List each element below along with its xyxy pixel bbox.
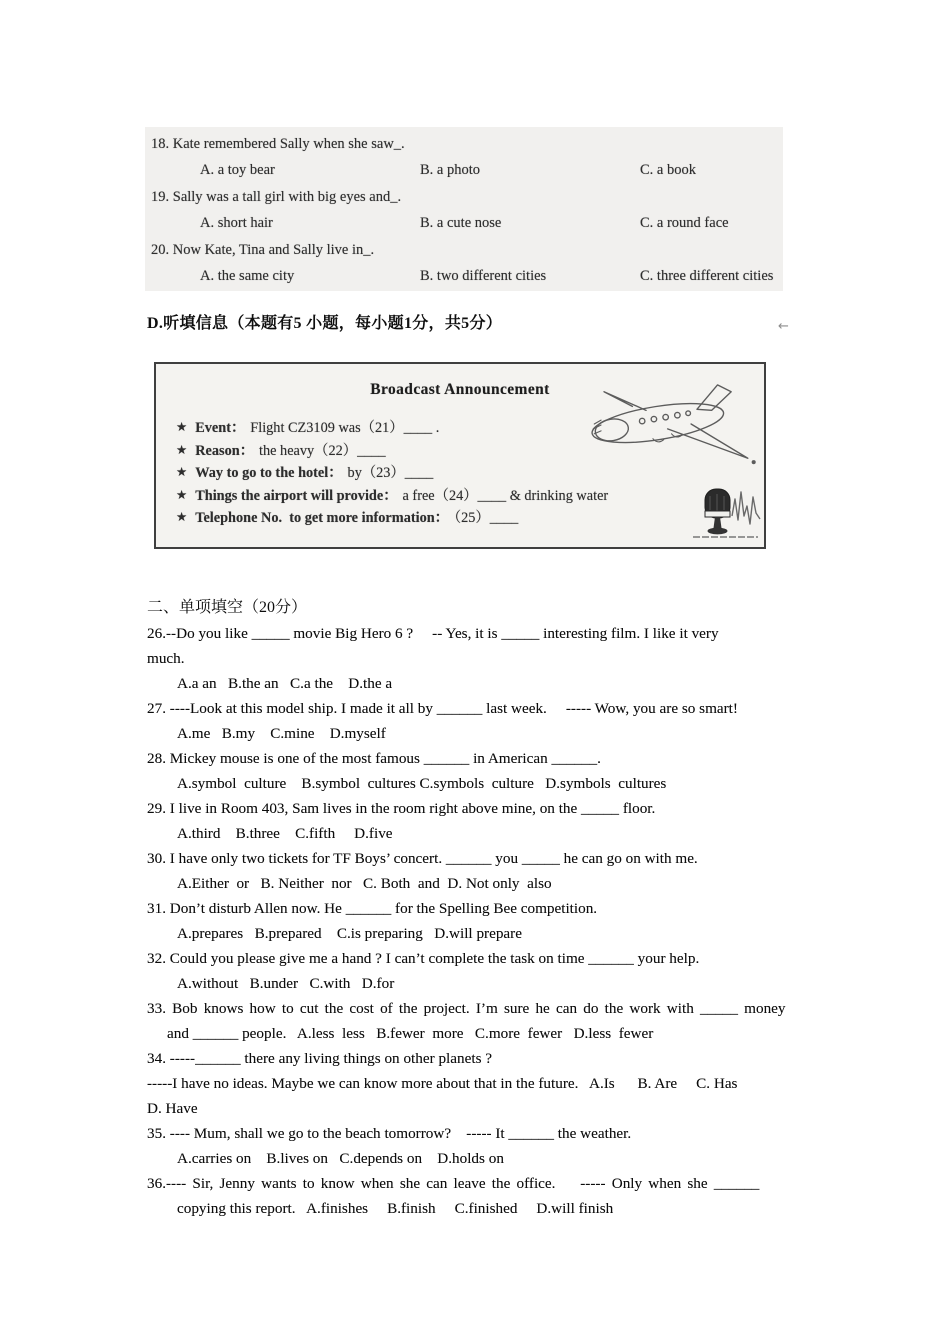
cursor-arrow-icon: ← — [778, 319, 789, 334]
exam-line-q33: and ______ people. A.less less B.fewer more C.more fewer D.less fewer — [167, 1025, 654, 1042]
listening-questions-section — [145, 127, 783, 291]
option-b: B. a cute nose — [420, 215, 502, 232]
exam-line-q35: A.carries on B.lives on C.depends on D.holds on — [177, 1150, 504, 1167]
exam-line-q27: A.me B.my C.mine D.myself — [177, 725, 386, 742]
options-row — [145, 210, 783, 236]
exam-line-q28: A.symbol culture B.symbol cultures C.symbols culture D.symbols cultures — [177, 775, 667, 792]
section-2-heading: 二、单项填空（20分） — [147, 599, 308, 616]
option-c: C. three different cities — [640, 267, 774, 284]
option-a: A. the same city — [200, 267, 295, 284]
exam-line-q28: 28. Mickey mouse is one of the most famous ______ in American ______. — [147, 750, 601, 767]
options-row — [145, 157, 783, 183]
multiple-choice-section — [147, 594, 837, 1221]
options-row — [145, 263, 783, 289]
exam-line-q26: much. — [147, 650, 185, 667]
option-b: B. two different cities — [420, 267, 547, 284]
question-line: 18. Kate remembered Sally when she saw_. — [151, 136, 405, 152]
star-icon: ★ — [176, 486, 188, 502]
field-event: ★ Event： Flight CZ3109 was（21）____ . — [176, 417, 608, 440]
exam-line-q33: 33. Bob knows how to cut the cost of the project. I’m sure he can do the work with _____ money — [147, 1000, 786, 1017]
exam-line-q32: A.without B.under C.with D.for — [177, 975, 395, 992]
airplane-icon — [581, 380, 763, 470]
box-title: Broadcast Announcement — [370, 381, 550, 398]
field-things-provided: ★ Things the airport will provide： a free（24）____ & drinking water — [176, 485, 608, 508]
exam-line-q31: 31. Don’t disturb Allen now. He ______ for the Spelling Bee competition. — [147, 900, 598, 917]
mcq-questions — [147, 621, 837, 1221]
option-c: C. a round face — [640, 215, 729, 232]
question-line: 19. Sally was a tall girl with big eyes and_. — [151, 188, 402, 205]
exam-line-q36: copying this report. A.finishes B.finish C.finished D.will finish — [177, 1200, 614, 1217]
field-way-to-hotel: ★ Way to go to the hotel： by（23）____ — [176, 462, 608, 485]
field-telephone: ★ Telephone No. to get more information： （25）____ — [176, 507, 608, 530]
section-d-heading: D.听填信息（本题有5 小题，每小题1分，共5分） — [147, 315, 503, 332]
exam-line-q26: 26.--Do you like _____ movie Big Hero 6 ? -- Yes, it is _____ interesting film. I like it very — [147, 625, 719, 642]
exam-line-q35: 35. ---- Mum, shall we go to the beach tomorrow? ----- It ______ the weather. — [147, 1125, 632, 1142]
exam-line-q29: A.third B.three C.fifth D.five — [177, 825, 393, 842]
question-line: 20. Now Kate, Tina and Sally live in_. — [151, 241, 375, 258]
star-icon: ★ — [176, 464, 188, 480]
exam-line-q34: 34. -----______ there any living things on other planets ? — [147, 1050, 493, 1067]
broadcast-fields — [176, 417, 608, 530]
exam-line-q36: 36.---- Sir, Jenny wants to know when she can leave the office. ----- Only when she ______ — [147, 1175, 760, 1192]
option-b: B. a photo — [420, 162, 481, 179]
broadcast-announcement-box — [154, 362, 766, 549]
star-icon: ★ — [176, 419, 188, 434]
microphone-waveform-icon — [690, 486, 762, 546]
exam-line-q26: A.a an B.the an C.a the D.the a — [177, 675, 393, 692]
exam-line-q31: A.prepares B.prepared C.is preparing D.will prepare — [177, 925, 522, 942]
exam-line-q34: D. Have — [147, 1100, 198, 1117]
exam-line-q27: 27. ----Look at this model ship. I made it all by ______ last week. ----- Wow, you are so smart! — [147, 700, 738, 717]
exam-line-q34: -----I have no ideas. Maybe we can know more about that in the future. A.Is B. Are C. Has — [147, 1075, 738, 1092]
exam-line-q32: 32. Could you please give me a hand ? I can’t complete the task on time ______ your help. — [147, 950, 700, 967]
option-a: A. a toy bear — [200, 162, 275, 179]
option-a: A. short hair — [200, 215, 273, 232]
field-reason: ★ Reason： the heavy（22）____ — [176, 440, 608, 463]
exam-line-q30: 30. I have only two tickets for TF Boys’ concert. ______ you _____ he can go on with me. — [147, 850, 698, 867]
exam-line-q29: 29. I live in Room 403, Sam lives in the room right above mine, on the _____ floor. — [147, 800, 656, 817]
exam-line-q30: A.Either or B. Neither nor C. Both and D. Not only also — [177, 875, 552, 892]
option-c: C. a book — [640, 162, 696, 179]
star-icon: ★ — [176, 441, 188, 457]
star-icon: ★ — [176, 509, 188, 525]
